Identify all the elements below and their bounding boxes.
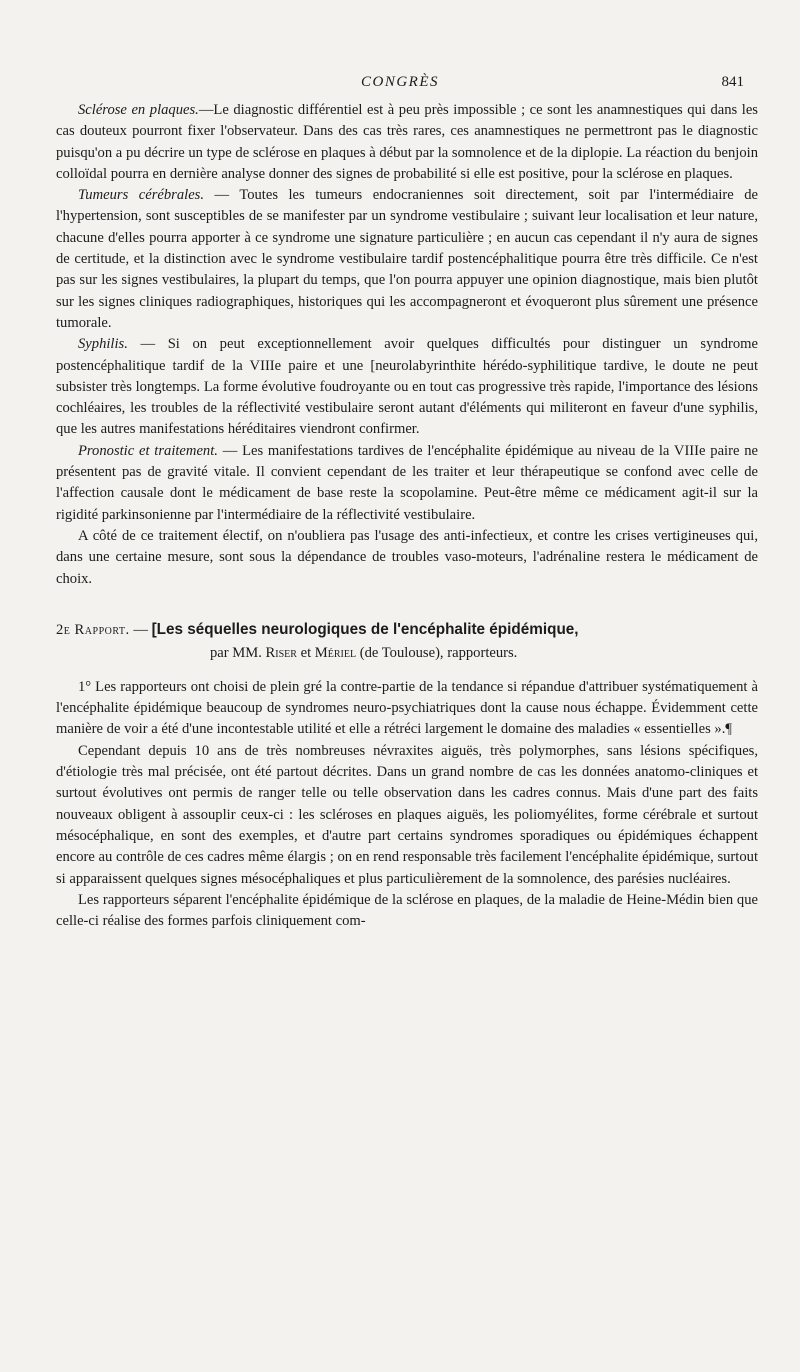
rapport-title: [Les séquelles neurologiques de l'encéphalite épidémique,: [151, 620, 579, 638]
paragraph-text: — Toutes les tumeurs endocraniennes soit directement, soit par l'intermédiaire de l'hypertension, sont susceptibles de se manifester par un syndrome vestibulaire ; suivant leur localisation et leur nature, chacune d'elles pourra apporter à ce syndrome une signature particulière ; en aucun cas cependant il n'y aura de signes de certitude, et la distinction avec le syndrome vestibulaire tardif postencéphalitique pourra être très difficile. Ce n'est pas sur les signes vestibulaires, la plupart du temps, que l'on pourra appuyer une opinion diagnostique, mais bien plutôt sur les signes cliniques radiographiques, historiques qui les accompagneront et évoqueront plus sûrement une présence tumorale.: [56, 187, 758, 331]
rapport-label: 2e Rapport.: [56, 621, 130, 638]
rapport-paragraph: Les rapporteurs séparent l'encéphalite épidémique de la sclérose en plaques, de la maladie de Heine-Médin bien que celle-ci réalise des formes parfois cliniquement com-: [56, 891, 758, 930]
section-spacer: [56, 590, 758, 618]
authors-suffix: (de Toulouse), rapporteurs.: [356, 644, 518, 661]
rapport-paragraph: 1° Les rapporteurs ont choisi de plein gré la contre-partie de la tendance si répandue d'attribuer systématiquement à l'encéphalite épidémique beaucoup de syndromes neuro-psychiatriques dont la cause nous échappe. Évidemment cette manière de voir a été d'une incontestable utilité et elle a rétréci largement le domaine des maladies « essentielles ».¶: [56, 678, 758, 738]
paragraph-pronostic: [56, 441, 758, 526]
paragraph-lead: Sclérose en plaques.: [78, 102, 199, 118]
paragraph-tumeurs: [56, 185, 758, 334]
authors-prefix: par MM.: [210, 644, 266, 661]
paragraph-text: —Le diagnostic différentiel est à peu près impossible ; ce sont les anamnestiques qui dans les cas douteux pourront fixer l'observateur. Dans des cas très rares, ces anamnestiques ne permettront pas le diagnostic puisqu'on a pu décrire un type de sclérose en plaques à début par la somnolence et de la diplopie. La réaction du benjoin colloïdal pourra en dernière analyse donner des signes de probabilité si elle est positive, pour la sclérose en plaques.: [56, 102, 758, 182]
authors-and: et: [296, 644, 315, 661]
paragraph-syphilis: [56, 334, 758, 440]
body-text: [56, 100, 758, 932]
paragraph-text: — Si on peut exceptionnellement avoir quelques difficultés pour distinguer un syndrome postencéphalitique tardif de la VIIIe paire et une [neurolabyrinthite hérédo-syphilitique tardive, le doute ne peut subsister très longtemps. La forme évolutive foudroyante ou en tout cas progressive très rapide, l'importance des lésions cochléaires, les troubles de la réflectivité vestibulaire seront autant d'éléments qui militeront en faveur d'une syphilis, que les autres manifestations héréditaires viendront confirmer.: [56, 336, 758, 438]
author-meriel: Mériel: [314, 644, 357, 661]
rapport-heading: [56, 618, 758, 665]
rapport-dash: —: [129, 621, 152, 638]
paragraph-lead: Pronostic et traitement.: [78, 442, 218, 459]
paragraph-text: A côté de ce traitement électif, on n'oubliera pas l'usage des anti-infectieux, et contre les crises vertigineuses qui, dans une certaine mesure, sont sous la dépendance de troubles vaso-moteurs, l'adrénaline restera le médicament de choix.: [56, 527, 758, 587]
rapport-paragraph: Cependant depuis 10 ans de très nombreuses névraxites aiguës, très polymorphes, sans lésions spécifiques, d'étiologie très mal précisée, ont été partout décrites. Dans un grand nombre de cas les données anatomo-cliniques et surtout évolutives ont permis de ranger telle ou telle observation dans les cadres connus. Mais d'une part des faits nouveaux obligent à assouplir ceux-ci : les scléroses en plaques aiguës, les poliomyélites, forme cérébrale et surtout mésocéphalique, en sont des exemples, et d'autre part certains syndromes sporadiques ou épidémiques échappent encore au contrôle de ces cadres même élargis ; on en rend responsable très facilement l'encéphalite épidémique, surtout si apparaissent quelques signes mésocéphaliques et plus particulièrement de la somnolence, des parésies nucléaires.: [56, 742, 758, 887]
paragraph-sclerose: [56, 100, 758, 185]
section-spacer: [56, 665, 758, 677]
paragraph-lead: Syphilis.: [78, 336, 128, 353]
paragraph-lead: Tumeurs cérébrales.: [78, 187, 205, 204]
author-riser: Riser: [265, 644, 297, 661]
paragraph-text: — Les manifestations tardives de l'encéphalite épidémique au niveau de la VIIIe paire ne présentent pas de gravité vitale. Il convient cependant de les traiter et leur thérapeutique se confond avec celle de l'affection causale dont le médicament de base reste la scopolamine. Peut-être même ce médicament agit-il sur la rigidité parkinsonienne par l'intermédiaire de la réflectivité vestibulaire.: [56, 442, 758, 523]
paragraph-traitement: [56, 526, 758, 590]
running-title: CONGRÈS: [361, 74, 439, 90]
page-number: 841: [721, 74, 744, 90]
rapport-authors: [56, 642, 758, 665]
page-header: [56, 74, 744, 96]
